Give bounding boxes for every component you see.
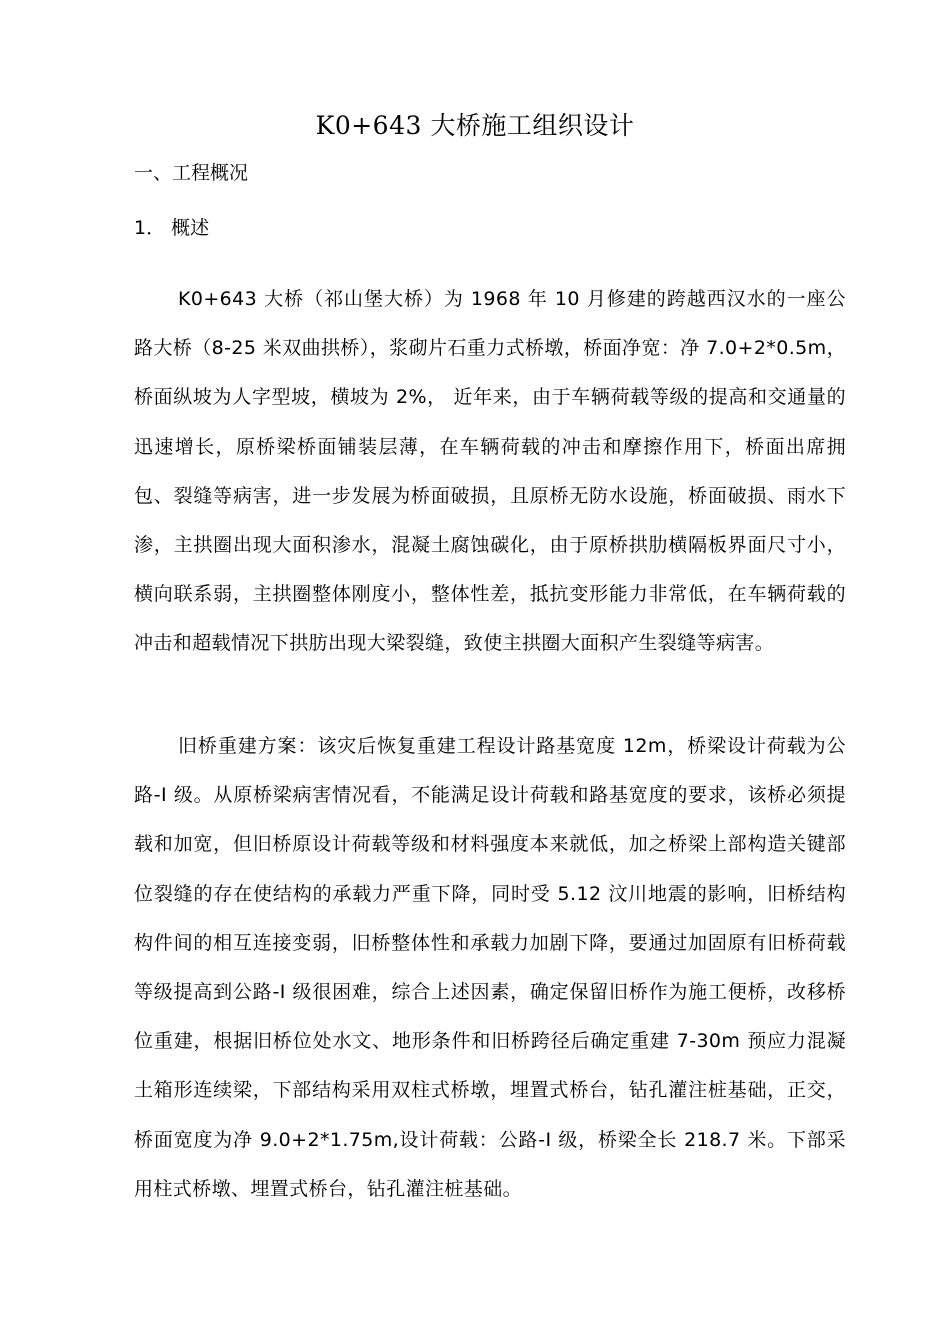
paragraph-overview: K0+643 大桥（祁山堡大桥）为 1968 年 10 月修建的跨越西汉水的一座公路大桥（8-25 米双曲拱桥），浆砌片石重力式桥墩，桥面净宽：净 7.0+2*0.5m，桥面纵坡为人字型坡，横坡为 2%， 近年来，由于车辆荷载等级的提高和交通量的迅速增长，原桥梁桥面铺装层薄，在车辆荷载的冲击和摩擦作用下，桥面出席拥包、裂缝等病害，进一步发展为桥面破损，且原桥无防水设施，桥面破损、雨水下渗，主拱圈出现大面积渗水，混凝土腐蚀碳化，由于原桥拱肋横隔板界面尺寸小，横向联系弱，主拱圈整体刚度小，整体性差，抵抗变形能力非常低，在车辆荷载的冲击和超载情况下拱肪出现大梁裂缝，致使主拱圈大面积产生裂缝等病害。 — [134, 288, 846, 655]
document-title: K0+643 大桥施工组织设计 — [315, 111, 635, 140]
paragraph-rebuild-plan: 旧桥重建方案：该灾后恢复重建工程设计路基宽度 12m，桥梁设计荷载为公路-I 级。从原桥梁病害情况看，不能满足设计荷载和路基宽度的要求，该桥必须提载和加宽，但旧桥原设计荷载等级和材料强度本来就低，加之桥梁上部构造关键部位裂缝的存在使结构的承载力严重下降，同时受 5.12 汶川地震的影响，旧桥结构构件间的相互连接变弱，旧桥整体性和承载力加剧下降，要通过加固原有旧桥荷载等级提高到公路-I 级很困难，综合上述因素，确定保留旧桥作为施工便桥，改移桥位重建，根据旧桥位处水文、地形条件和旧桥跨径后确定重建 7-30m 预应力混凝土箱形连续梁，下部结构采用双柱式桥墩，埋置式桥台，钻孔灌注桩基础，正交，桥面宽度为净 9.0+2*1.75m,设计荷载：公路-I 级，桥梁全长 218.7 米。下部采用柱式桥墩、埋置式桥台，钻孔灌注桩基础。 — [134, 735, 846, 1200]
subsection-heading: 1． 概述 — [134, 217, 210, 239]
section-heading: 一、工程概况 — [134, 162, 249, 184]
